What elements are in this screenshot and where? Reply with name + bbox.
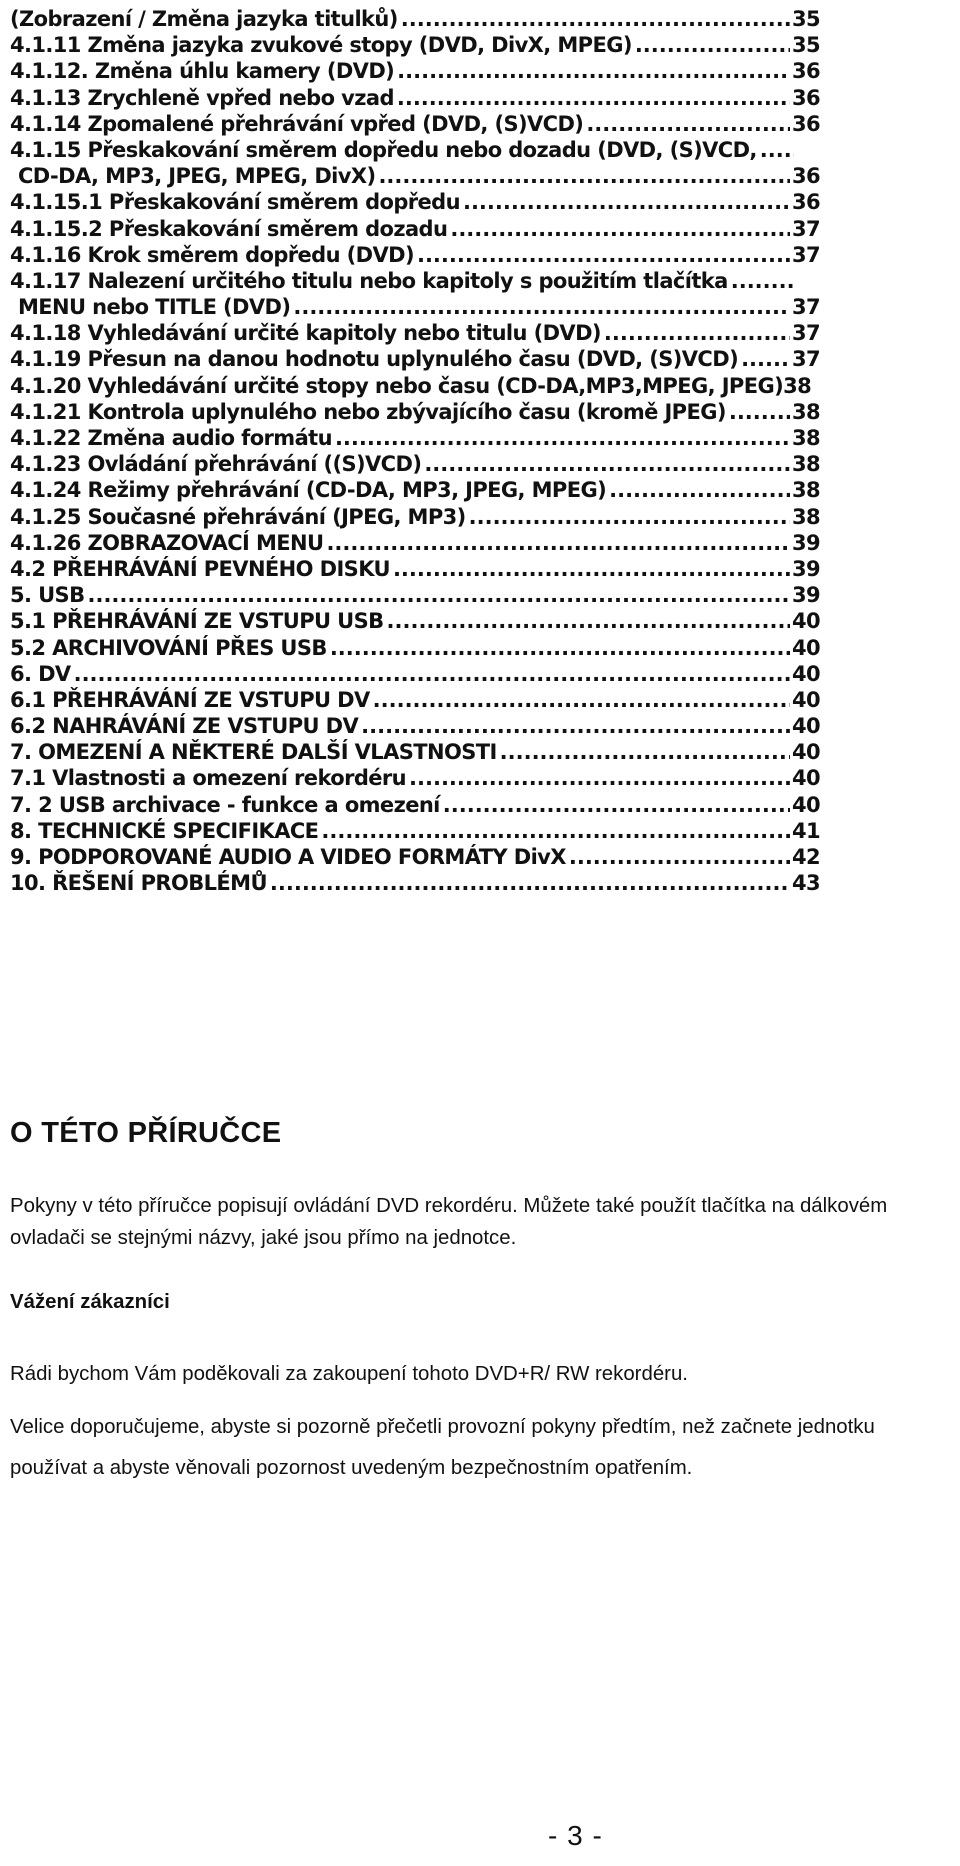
toc-leader-dots — [397, 85, 790, 111]
toc-entry-page: 41 — [791, 818, 820, 843]
toc-entry — [10, 765, 820, 791]
toc-entry-page: 37 — [791, 295, 820, 320]
toc-entry-title: MENU nebo TITLE (DVD) — [18, 295, 291, 320]
toc-leader-dots — [635, 32, 790, 58]
toc-leader-dots — [330, 635, 790, 661]
toc-entry-page: 40 — [791, 635, 820, 660]
toc-leader-dots — [731, 268, 794, 294]
toc-entry-title: 4.1.15 Přeskakování směrem dopředu nebo dozadu (DVD, (S)VCD, — [10, 137, 757, 162]
toc-entry — [10, 661, 820, 687]
toc-leader-dots — [609, 477, 790, 503]
toc-entry — [10, 713, 820, 739]
toc-entry — [10, 530, 820, 556]
toc-entry-title: 6.2 NAHRÁVÁNÍ ZE VSTUPU DV — [10, 714, 359, 739]
toc-entry — [10, 399, 820, 425]
toc-entry-title: 10. ŘEŠENÍ PROBLÉMŮ — [10, 871, 267, 896]
toc-entry-title: 4.1.16 Krok směrem dopředu (DVD) — [10, 242, 414, 267]
toc-leader-dots — [87, 582, 789, 608]
toc-entry-page: 38 — [791, 452, 820, 477]
toc-entry — [10, 268, 820, 294]
toc-entry — [10, 635, 820, 661]
toc-leader-dots — [417, 242, 790, 268]
toc-entry-page: 37 — [791, 242, 820, 267]
toc-entry — [10, 111, 820, 137]
toc-leader-dots — [326, 530, 790, 556]
toc-entry-title: 4.1.19 Přesun na danou hodnotu uplynulého času (DVD, (S)VCD) — [10, 347, 739, 372]
toc-leader-dots — [424, 451, 790, 477]
toc-entry-title: 4.1.14 Zpomalené přehrávání vpřed (DVD, (S)VCD) — [10, 111, 584, 136]
toc-entry — [10, 870, 820, 896]
customer-greeting-heading: Vážení zákazníci — [10, 1291, 170, 1313]
toc-entry-page: 42 — [791, 845, 820, 869]
toc-entry-title: 7.1 Vlastnosti a omezení rekordéru — [10, 766, 407, 791]
toc-leader-dots — [500, 739, 790, 765]
toc-entry-title: 6. DV — [10, 661, 71, 686]
toc-entry-title: 4.1.20 Vyhledávání určité stopy nebo času (CD-DA,MP3,MPEG, JPEG) — [10, 373, 784, 398]
toc-entry-title: 4.1.11 Změna jazyka zvukové stopy (DVD, DivX, MPEG) — [10, 33, 632, 58]
toc-leader-dots — [361, 713, 790, 739]
toc-entry-page: 43 — [791, 871, 820, 896]
toc-entry-page: 38 — [791, 504, 820, 529]
toc-entry — [10, 608, 820, 634]
toc-leader-dots — [463, 189, 790, 215]
toc-entry-page: 40 — [791, 792, 820, 817]
toc-entry-title: CD-DA, MP3, JPEG, MPEG, DivX) — [18, 164, 376, 189]
toc-leader-dots — [373, 687, 790, 713]
toc-entry-page: 37 — [791, 347, 820, 372]
toc-entry — [10, 504, 820, 530]
toc-entry-page: 35 — [791, 7, 820, 31]
toc-entry-title: 4.1.22 Změna audio formátu — [10, 426, 332, 450]
toc-entry-page: 38 — [791, 399, 820, 424]
toc-entry-page: 36 — [791, 59, 820, 84]
toc-entry-page: 35 — [791, 33, 820, 58]
recommendation-paragraph: Velice doporučujeme, abyste si pozorně přečetli provozní pokyny předtím, než začnete jednotku používat a abyste věnovali pozornost uvedeným bezpečnostním opatřením. — [10, 1416, 875, 1479]
toc-entry — [10, 163, 820, 189]
toc-entry-title: 7. OMEZENÍ A NĚKTERÉ DALŠÍ VLASTNOSTI — [10, 740, 497, 765]
toc-entry — [10, 346, 820, 372]
toc-entry-title: 4.1.21 Kontrola uplynulého nebo zbývajícího času (kromě JPEG) — [10, 399, 726, 424]
toc-leader-dots — [74, 661, 790, 687]
toc-entry-title: 4.1.12. Změna úhlu kamery (DVD) — [10, 59, 395, 84]
toc-entry — [10, 373, 820, 399]
toc-entry — [10, 451, 820, 477]
intro-paragraph: Pokyny v této příručce popisují ovládání DVD rekordéru. Můžete také použít tlačítka na dálkovém ovladači se stejnými názvy, jaké jsou přímo na jednotce. — [10, 1195, 888, 1249]
toc-entry-title: 4.1.15.1 Přeskakování směrem dopředu — [10, 190, 460, 215]
section-heading: O TÉTO PŘÍRUČCE — [10, 1117, 282, 1149]
toc-entry-page: 40 — [791, 714, 820, 739]
toc-entry-title: 5.2 ARCHIVOVÁNÍ PŘES USB — [10, 635, 327, 660]
toc-leader-dots — [586, 111, 790, 137]
page-number: - 3 - — [548, 1820, 603, 1851]
toc-entry — [10, 58, 820, 84]
toc-entry-title: 4.1.23 Ovládání přehrávání ((S)VCD) — [10, 452, 422, 477]
toc-entry — [10, 556, 820, 582]
toc-entry — [10, 477, 820, 503]
toc-entry-page: 38 — [783, 373, 812, 398]
toc-leader-dots — [393, 556, 790, 582]
toc-entry-page: 37 — [791, 216, 820, 241]
toc-entry-page: 36 — [791, 190, 820, 215]
toc-entry — [10, 844, 820, 870]
toc-entry-title: (Zobrazení / Změna jazyka titulků) — [10, 7, 398, 31]
toc-entry-title: 5.1 PŘEHRÁVÁNÍ ZE VSTUPU USB — [10, 609, 384, 634]
toc-entry-title: 4.1.26 ZOBRAZOVACÍ MENU — [10, 530, 324, 555]
toc-leader-dots — [293, 294, 790, 320]
toc-entry-page: 36 — [791, 111, 820, 136]
toc-leader-dots — [450, 216, 790, 242]
toc-entry-page: 36 — [791, 85, 820, 110]
toc-entry-page: 38 — [791, 426, 820, 450]
toc-leader-dots — [335, 425, 790, 451]
toc-entry-page: 39 — [791, 556, 820, 581]
toc-leader-dots — [469, 504, 790, 530]
toc-leader-dots — [321, 818, 790, 844]
toc-entry — [10, 294, 820, 320]
toc-entry-title: 4.1.17 Nalezení určitého titulu nebo kapitoly s použitím tlačítka — [10, 268, 728, 293]
thanks-paragraph: Rádi bychom Vám poděkovali za zakoupení tohoto DVD+R/ RW rekordéru. — [10, 1363, 688, 1385]
toc-entry-title: 4.1.25 Současné přehrávání (JPEG, MP3) — [10, 504, 466, 529]
toc-entry-title: 4.1.18 Vyhledávání určité kapitoly nebo titulu (DVD) — [10, 321, 601, 346]
toc-entry-page: 39 — [791, 530, 820, 555]
toc-leader-dots — [443, 792, 790, 818]
toc-leader-dots — [729, 399, 790, 425]
toc-entry — [10, 85, 820, 111]
toc-entry — [10, 137, 820, 163]
toc-entry-title: 4.1.13 Zrychleně vpřed nebo vzad — [10, 85, 394, 110]
toc-entry-page: 37 — [791, 321, 820, 346]
toc-entry-page: 40 — [791, 609, 820, 634]
toc-entry — [10, 739, 820, 765]
toc-leader-dots — [741, 346, 790, 372]
toc-entry — [10, 242, 820, 268]
toc-entry-title: 9. PODPOROVANÉ AUDIO A VIDEO FORMÁTY DivX — [10, 845, 566, 869]
toc-entry — [10, 32, 820, 58]
toc-entry-page: 40 — [791, 661, 820, 686]
toc-leader-dots — [378, 163, 790, 189]
toc-entry — [10, 792, 820, 818]
toc-entry — [10, 216, 820, 242]
toc-entry-page: 40 — [791, 687, 820, 712]
toc-entry-page: 40 — [791, 740, 820, 765]
toc-entry — [10, 818, 820, 844]
toc-leader-dots — [604, 320, 790, 346]
toc-entry-title: 4.1.15.2 Přeskakování směrem dozadu — [10, 216, 448, 241]
toc-leader-dots — [760, 137, 794, 163]
table-of-contents — [10, 6, 820, 896]
toc-leader-dots — [397, 58, 790, 84]
toc-entry-title: 6.1 PŘEHRÁVÁNÍ ZE VSTUPU DV — [10, 687, 370, 712]
toc-entry — [10, 6, 820, 32]
toc-leader-dots — [387, 608, 790, 634]
toc-entry-page: 40 — [791, 766, 820, 791]
toc-entry — [10, 320, 820, 346]
toc-entry — [10, 425, 820, 451]
toc-entry-title: 4.2 PŘEHRÁVÁNÍ PEVNÉHO DISKU — [10, 556, 390, 581]
toc-entry-page: 36 — [791, 164, 820, 189]
toc-entry-title: 5. USB — [10, 583, 85, 608]
toc-entry — [10, 687, 820, 713]
toc-entry-title: 8. TECHNICKÉ SPECIFIKACE — [10, 818, 319, 843]
toc-entry — [10, 189, 820, 215]
toc-entry-page: 39 — [791, 583, 820, 608]
toc-leader-dots — [270, 870, 790, 896]
toc-leader-dots — [401, 6, 790, 32]
toc-entry-title: 4.1.24 Režimy přehrávání (CD-DA, MP3, JPEG, MPEG) — [10, 478, 607, 503]
toc-leader-dots — [569, 844, 790, 870]
toc-leader-dots — [409, 765, 790, 791]
toc-entry — [10, 582, 820, 608]
toc-entry-page: 38 — [791, 478, 820, 503]
toc-entry-title: 7. 2 USB archivace - funkce a omezení — [10, 792, 440, 817]
